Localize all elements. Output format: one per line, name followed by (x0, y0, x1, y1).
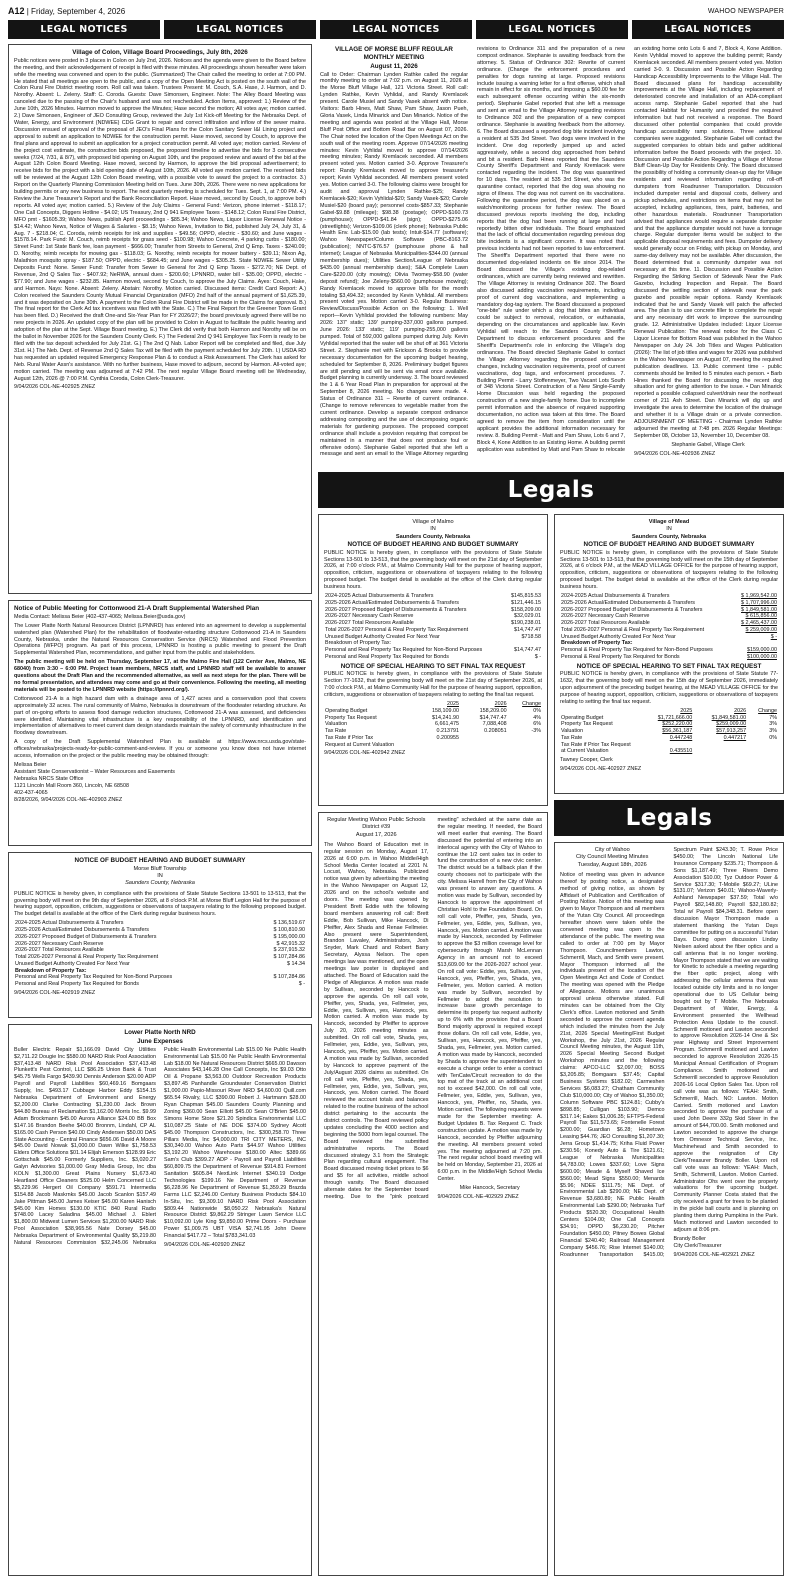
notice-footer: 9/04/2026 COL-NE-402919 ZNEZ (14, 989, 96, 996)
entity-name: Morse Bluff Township (133, 865, 187, 872)
row-value: $ 107,284.86 (273, 954, 305, 961)
row-value: $259,009.00 (716, 721, 747, 728)
notice-title: NOTICE OF BUDGET HEARING AND BUDGET SUMMARY (347, 540, 519, 548)
final-tax-title: NOTICE OF SPECIAL HEARING TO SET FINAL TAX REQUEST (340, 662, 526, 670)
row-label: 2026-2027 Proposed Budget of Disbursements & Transfers (15, 933, 157, 940)
tax-request-table (560, 708, 778, 755)
table-row (560, 607, 778, 614)
notice-title: Regular Meeting Wahoo Public Schools District #39 (327, 817, 426, 831)
table-row (324, 593, 542, 600)
notice-signature: Stephanie Gabel, Village Clerk (671, 441, 745, 448)
row-value: $ 42,915.32 (276, 940, 305, 947)
row-value: $14,747.47 (514, 626, 541, 633)
table-row (324, 627, 542, 634)
row-value: $1,849,581.00 (711, 714, 747, 721)
row-label: Operating Budget (561, 714, 604, 721)
entity-name: Village of Malmo (412, 519, 454, 525)
tax-request-table (324, 701, 542, 748)
notice-body: The Wahoo Board of Education met in regular session on Monday, August 17, 2026 at 6:00 p.m. in Wahoo Middle/High School Media Center located at 2201 N. Locust, Wahoo, Nebraska. Publicized notice was given by advertising the meeting in the Wahoo Newspaper on August 12, 2026 and on the school's website and doors. The meeting was opened by President Brett Eddie with the following board members answering roll call: Brett Eddie, Bob Sullivan, Mike Hancock, Di Pfeiffer, Alex Shada and Renae Fellmeier. Also present were Superintendent, Brandon Lavaley, Administrators, Josh Snyder, Mark Chard and Robert Barry Secretary, Alyssa Nelson. The open meetings law was mentioned, and the open meetings law poster is displayed and attached. The Board of Education said the Pledge of Allegiance. A motion was made by Sullivan, seconded by Hancock to approve the agenda. On roll call vote, Pfeiffer, yes, Shada, yes, Fellmeier, yes, Eddie, yes, Sullivan, yes, Hancock, yes. Motion carried. A motion was made by Hancock, seconded by Pfeiffer to approve July 20, 2026 meeting minutes as submitted. On roll call vote, Shada, yes, Fellmeier, yes, Eddie, yes, Sullivan, yes, Hancock, yes, Pfeiffer, yes. Motion carried. A motion was made by Sullivan, seconded by Hancock to approve payment of the July/August 2026 claims as submitted. On roll call vote, Pfeiffer, yes, Shada, yes, Fellmeier, yes, Eddie, yes, Sullivan, yes, Hancock, yes. Motion carried. The Board reviewed the account totals and balances related to the routine business of the school district pertaining to the accounts the district controls. The Board reviewed policy updates concluding the 4000 section and beginning the 5000 from legal counsel. The Board reviewed the submitted administrative reports. The Board discussed strategy 3.1 from the Strategic Plan regarding cultural engagement. The Board discussed moving ticket prices to $6 and $5 for all activities, middle school through varsity. The Board discussed alternate dates for the September board meeting. Due to the "pink postcard meeting" scheduled at the same date as the regular meeting. If needed, the Board will meet earlier that evening. The Board discussed the potential of entering into an interlocal agency with the City of Wahoo to continue the 1/2 cent sales tax in order to fund the construction of a new civic center. The district would be a fallback plan if the county chooses not to participate with the city. Melissa Harrell from the City of Wahoo was present to answer any questions. A motion was made by Sullivan, seconded by Hancock to approve the appointment of Christian Hohl to the Foundation Board. On roll call vote, Pfeiffer, yes, Shada, yes, Fellmeier, yes, Eddie, yes, Sullivan, yes, Hancock, yes. Motion carried. A motion was made by Hancock, seconded by Fellmeier to approve the $3 million coverage level for cybersecurity through Marsh McLennan Agency in an amount not to exceed $13,609.00 for the 2026-2027 school year. On roll call vote: Eddie, yes, Sullivan, yes, Hancock, yes, Pfeiffer, yes, Shada, yes, Fellmeier, yes. Motion carried. A motion was made by Sullivan, seconded by Fellmeier to adopt the resolution to increase base growth percentage to determine its property tax request authority up to 6% with the provision that a Board Bond majority approval is required except those dollars. On roll call vote, Eddie, yes, Sullivan, yes, Hancock, yes, Pfeiffer, yes, Shada, yes, Fellmeier, yes. Motion carried. A motion was made by Hancock, seconded by Shada to approve the superintendent to execute a change order to enter a contract with TenCate/Circuit recreation to do the top mat of the track at an additional cost not to exceed $42,000. On roll call vote, Fellmeier, yes, Eddie, yes, Sullivan, yes, Hancock, yes, Pfeiffer, no, Shada, yes. Motion carried. The following requests were made for the September meeting: A. Budget Updates B. Tax Request C. Track construction update. A motion was made by Hancock, seconded by Pfeiffer adjourning the meeting. All members present voted yes. The meeting adjourned at 7:20 pm. The next regular school board meeting will be held on Monday, September 21, 2026 at 6:00 p.m. in the Middle/High School Media Center. (324, 817, 542, 1201)
legals-banner: Legals (318, 472, 784, 508)
issue-date: | Friday, September 4, 2026 (26, 7, 126, 16)
row-value: $14,241.90 (432, 714, 459, 721)
column-header: 2026 (494, 701, 507, 708)
row-value: $100,000.00 (747, 653, 777, 660)
legal-notices-bar: LEGAL NOTICES (8, 20, 160, 39)
row-value: $ 615,856.00 (745, 613, 777, 620)
city-council-minutes-notice (554, 842, 784, 1576)
row-label: Tax Rate (561, 734, 583, 741)
row-label: 2026-2027 Necessary Cash Reserve (15, 940, 104, 947)
notice-paragraph: The public meeting will be held on Thursday, September 17, at the Malmo Fire Hall (122 Center Ave, Malmo, NE 68040) from 3:30 – 6:00 PM. Project team members, NRCS staff, and LPNNRD staff will be available to answer questions about the Draft Plan and the recommended alternative, as well as next steps for the plan. There will be no formal presentation, and attendees may come and go at their convenience. Following the meeting, all meeting materials will be posted to the LPNNRD website (https://lpnnrd.org/). (14, 659, 306, 693)
notice-body: Call to Order: Chairman Lynden Rathke called the regular monthly meeting to order at 7:02 p.m. on August 11, 2026 at the Morse Bluff Village Hall, 121 Victoria Street. Roll call: Lynden Rathke, Kevin Vyhlidal, and Randy Kremlacek present. Carole Musiel and Sandy Vasek absent with notice. Visitors: Barb Hines, Matt Shaw, Pam Shaw, Jason Pueh, Gloria Vasek, Linda Minarick and Dan Minarick. Notice of the meeting and agenda was posted at the Village Hall, Morse Bluff Post Office and Bottom Road Bar on August 07, 2026. The Chair noted the location of the Open Meetings Act on the south wall of the meeting room. Approve 07/14/2026 meeting minutes: Kevin Vyhlidal moved to approve 07/14/2026 meeting minutes; Randy Kremlacek seconded. All members present voted yes. Motion carried 3-0. Approve Treasurer's report: Randy Kremlacek moved to approve treasurer's report; Kevin Vyhlidal seconded. All members present voted yes. Motion carried 3-0. The following claims were brought for audit and approval Lynden Rathke-$25; Randy Kremlacek-$20; Kevin Vyhlidal-$20; Sandy Vasek-$20; Carole Musiel-$20 (board pay); personnel costs-$857.33; Stephanie Gabel-$9.88 (mileage); $98.38 (postage); OPPD-$160.73 (pumphouse); OPPD-$41.84 (sign); OPPD-$275.06 (streetlights); Verizon-$109.06 (clerk phone); Nebraska Public Health Env. Lab-$15.00 (lab tests); Intuit-$14.77 (software); Wahoo Newspaper/Column Software (PBC-8163.72 (publication); NNTC-$76.57 (pumphouse phone & hall internet); League of Nebraska Municipalities-$344.00 (annual membership dues); Utilities Section/League of Nebraska $435.00 (annual membership dues); S&A Complete Lawn Care-$220.00 (city mowing); Olivia Twomey-$58.90 (water deposit refund); Joe Zeleny-$560.00 (pumphouse mowing); Randy Kremlacek moved to approve bills for the month totaling $3,494.32; seconded by Kevin Vyhlidal. All members present voted yes. Motion carried 3-0. Regular Business: Review/Discuss/Possible Action on the following: 1. Well report—Kevin Vyhlidal provided the following numbers: May 2026: 137' static; 139' pumping-337,000 gallons pumped. June 2026: 133' static; 119' pumping-255,000 gallons pumped. Total of 592,000 gallons pumped during July. Kevin Vyhlidal reported that the water will be shut off at 361 Victoria Street. 2. Stephanie met with Erickson & Brooks to provide necessary documentation for the upcoming budget hearing, scheduled for September 8, 2026. Preliminary budget figures are still pending and will be sent via email once available. Budget planning is currently underway. 3. The board reviewed the 1 & 6 Year Road Plan in preparation for approval at the September 8, 2026 meeting. No changes were made. 4. Status of Ordinance 311 – Rewrite of current ordinance. (Change to remove references to vegetable matter from the current ordinance. Develop a separate compost ordinance addressing composting and the use of decomposing organic materials for gardening purposes. The proposed compost ordinance shall include a provision requiring that compost be maintained in a manner that does not produce foul or offensive odors). Stephanie Gabel reported that she left a message and sent an email to the Village Attorney regarding revisions to Ordinance 311 and the preparation of a new compost ordinance. Stephanie is awaiting feedback from the attorney. 5. Status of Ordinance 302: Rewrite of current ordinance. (Change the enforcement procedures and penalties for dogs running at large. Proposed revisions include issuing a warning letter for a first offense, which shall remain in effect for six months, and imposing a $60.00 fee for each subsequent offense occurring within the six-month period). Stephanie Gabel reported that she left a message and sent an email to the Village Attorney regarding revisions to Ordinance 302 and the preparation of a new compost ordinance. Stephanie is awaiting feedback from the attorney. 6. The Board discussed a reported dog bite incident involving a resident at 535 3rd Street. Two dogs were involved in the incident. One dog reportedly jumped up and acted aggressively, while a second dog approached from behind and bit a resident. Barb Hines reported that the Saunders County Sheriff's Department and Randy Kremlacek were contacted regarding the incident. The dog was quarantined for 10 days. The resident at 535 3rd Street, who was the quarantine contact, reported that the dog was showing no signs of illness. The dog was not current on its vaccinations. Following the quarantine period, the dog was placed on a watch/monitoring process for further review. The Board discussed previous reports involving the dog, including reports that the dog had been running at large and had reportedly bitten other individuals. The Board emphasized that the lack of official documentation regarding previous dog bite incidents is a significant concern. It was noted that previous incidents had not been reported to law enforcement. The Sheriff's Department reported that there were no documented dog-related incidents on file since 2014. The Board discussed the Village's existing dog-related ordinances, which are currently being reviewed and rewritten. The Village Attorney is revising Ordinance 302. The Board also discussed adding vaccination requirements, including proof of current dog vaccinations, and implementing a mandatory dog-tag system. The Board discussed a proposed "one-bite" rule under which a dog that bites an individual could be subject to removal, relocation, or euthanasia, depending on the circumstances and applicable law. Kevin Vyhlidal will reach to the Saunders County Sheriff's Department to discuss enforcement procedures and the Sheriff's Department's role in enforcing the Village's dog ordinances. The Board directed Stephanie Gabel to contact the Village Attorney regarding the proposed ordinance changes, including vaccination requirements, proof of current vaccinations, dog tags, and enforcement procedures. 7. Building Permit - Larry Stoffenmeyer, Two Vacant Lots South of 348 Victoria Street. Construction of a New Single-Family Home Discussion was held regarding the proposed construction of a new single-family home. Due to incomplete permit information and the absence of required supporting documentation, no action was taken at this time. The Board agreed to remove the item from consideration until the applicant provides the additional information necessary for review. 8. Building Permit - Matt and Pam Shaw, Lots 6 and 7, Block 4, Kone Addition to an Existing Home. A building permit application was submitted by Matt and Pam Shaw to relocate an existing home onto Lots 6 and 7, Block 4, Kone Addition. Kevin Vyhlidal moved to approve the building permit; Randy Kremlacek seconded. All members present voted yes. Motion carried 3-0. 9. Discussion and Possible Action Regarding Handicap Accessibility Improvements to the Village Hall. The Board discussed plans for handicap accessibility improvements at the Village Hall, including replacement of deteriorated concrete and installation of an ADA-compliant access ramp. Stephanie Gabel reported that she had contacted Habitat for Humanity and provided the required information but had not received a response. The Board discussed other potential companies that could provide handicap accessibility ramp solutions. Three additional companies were suggested. Stephanie Gabel will contact the suggested companies to obtain bids and gather additional information before the Board proceeds with the project. 10. Discussion and Possible Action Regarding a Village of Morse Bluff Clean-Up Day for Residents Only. The Board discussed the possibility of holding a community clean-up day for Village residents and reviewed information regarding roll-off dumpsters from Roadrunner Transportation. Discussion included dumpster rental and disposal costs, delivery and pickup schedules, and restrictions on items that may not be accepted, including appliances, tires, paint, batteries, and other hazardous materials. Roadrunner Transportation advised that appliances would require a separate dumpster and that the appliance dumpster would not have a tonnage charge. Regular dumpster items would be subject to the applicable disposal requirements and fees. Dumpster delivery would generally occur on Friday, with pickup on Monday, and same-day delivery may not be available. After discussion, the Board determined that a community dumpster was not necessary at this time. 11. Discussion and Possible Action Regarding the Striking Section of Sidewalk Near the Park Gazebo, Including Inspection and Repair. The Board discussed the settling section of sidewalk near the park gazebo and possible repair options. Randy Kremlacek indicated that he and Sandy Vasek will patch the affected area. The plan is to use concrete filler to complete the repair and any necessary dirt work to improve the surrounding grade. 12. Administrative Updates included: Liquor License Renewal Publication: The renewal notice for the Class C Liquor License for Bottom Road was published in the Wahoo Newspaper on July 24. Job Titles and Wages Publication (2026): The list of job titles and wages for 2026 was published in the Wahoo Newspaper on August 07, meeting the required publication deadlines. 13. Public comment time - public comments should be limited to 5 minutes each person. • Barb Hines thanked the Board for discussing the recent dog situation and for giving attention to the issue. • Dan Minarick reported a possible collapsed culvert/drain near the northeast corner of 211 Ash Street. Dan Minarick will dig up and investigate the area to determine the location of the drainage and whether it is a Village drain or a private connection. ADJOURNMENT OF MEETING - Chairman Lynden Rathke adjourned the meeting at 7:48 pm. 2026 Regular Meetings: September 08, October 13, November 10, December 08. (320, 46, 782, 458)
row-value: 7,088,408 (482, 721, 507, 728)
row-value: $ 100,810.90 (273, 927, 305, 934)
notice-date: August 11, 2026 (370, 62, 418, 70)
budget-summary-table (560, 593, 778, 661)
row-label: 2024-2025 Actual Disbursements & Transfers (325, 593, 434, 600)
row-value: $ 2,465,437.00 (741, 620, 777, 627)
row-label: Personal & Real Property Tax Required for Non-Bond Purposes (561, 647, 713, 654)
lpnnrd-expenses-notice (8, 1024, 312, 1576)
row-label: Personal and Real Property Tax Required for Bonds (15, 981, 139, 988)
column-header: Change (758, 707, 777, 714)
column-header: Change (522, 701, 541, 708)
table-row (14, 947, 306, 954)
row-label: Valuation (325, 721, 348, 728)
legal-notices-bar: LEGAL NOTICES (476, 20, 628, 39)
table-row (324, 613, 542, 620)
row-value: 0.200955 (436, 734, 459, 741)
row-value: $158,209.00 (511, 606, 541, 613)
row-value: $ 14.34 (287, 960, 305, 967)
notice-footer: 8/28/2026, 9/04/2026 COL-NE-402903 ZNEZ (14, 796, 123, 803)
notice-paragraph: A copy of the Draft Supplemental Watershed Plan is available at https://www.nrcs.usda.gov/state-offices/nebraska/projects-ready-for-public-comment-and-review. If you or someone you know does not have internet access, information on the project or the public meeting may be obtained through: (14, 739, 306, 760)
row-value: $ 1,849,581.00 (741, 606, 777, 613)
table-row (560, 627, 778, 634)
masthead (8, 4, 784, 18)
row-label: 2026-2027 Proposed Budget of Disbursements & Transfers (325, 606, 467, 613)
notice-date: Tuesday, August 18th, 2026 (577, 861, 647, 868)
row-label: Breakdown of Property Tax: (561, 640, 633, 647)
row-label: Total 2026-2027 Personal & Real Property Tax Requirement (15, 954, 159, 961)
table-row (324, 640, 542, 647)
row-value: 0.208051 (484, 728, 507, 735)
cottonwood-watershed-notice (8, 600, 312, 846)
row-label: 2026-2027 Necessary Cash Reserve (325, 613, 414, 620)
row-value: $718.58 (521, 633, 541, 640)
row-value: $252,220.00 (662, 721, 693, 728)
notice-title: Lower Platte North NRD (124, 1029, 196, 1036)
row-value: 0.435510 (669, 748, 693, 755)
notice-footer: 9/04/2026 COL-NE-402936 ZNEZ (634, 450, 716, 457)
notice-footer: 9/04/2026 COL-NE-402921 ZNEZ (673, 1251, 755, 1258)
table-row (560, 593, 778, 600)
legals-banner: Legals (554, 800, 784, 836)
notice-footer: 9/04/2026 COL-NE-402920 ZNEZ (164, 1242, 246, 1249)
notice-signature-title: City Clerk/Treasurer (673, 1242, 722, 1249)
table-header-row (560, 708, 778, 715)
table-row (324, 607, 542, 614)
row-value: 6,661,475 (435, 721, 459, 728)
row-label: at Current Valuation (561, 748, 609, 755)
notice-footer: 9/04/2026 COL-NE-402929 ZNEZ (437, 1193, 519, 1200)
table-row (560, 654, 778, 661)
entity-name: City of Wahoo (594, 847, 630, 853)
row-value: $57,913,257 (716, 728, 747, 735)
row-label: Total 2026-2027 Personal & Real Property Tax Requirement (561, 626, 705, 633)
table-row (560, 634, 778, 641)
row-value: 0% (533, 707, 541, 714)
notice-signature: Mike Hancock, Secretary (459, 1185, 520, 1192)
row-label: 2026-2027 Total Resources Available (561, 620, 650, 627)
row-label: Breakdown of Property Tax: (325, 640, 392, 647)
contact-address (14, 762, 306, 797)
row-value: $190,238.01 (511, 620, 541, 627)
notice-title: Village of Colon, Village Board Proceedings, July 8th, 2026 (72, 49, 248, 56)
table-row (560, 600, 778, 607)
row-value: $ 195,000.00 (273, 933, 305, 940)
address-line: Assistant State Conservationist – Water Resources and Easements (14, 768, 175, 775)
notice-body: Notice of meeting was given in advance thereof by posting notice, a designated method of giving notice, as shown by Affidavit of Publication and Certification of Posting Notice. Notice of this meeting was given to Mayor Thompson and all members of the Yutan City Council. All proceedings hereafter shown were taken while the convened meeting was open to the attendance of the public. The meeting was called to order at 7:00 pm by Mayor Thompson. Councilmembers Lawton, Schmerrill, Mach, and Smith were present. Mayor Thompson informed all the individuals present of the location of the Open Meetings Act and Code of Conduct. The meeting was opened with the Pledge of Allegiance. Motions are unanimous approval unless otherwise stated. Full minutes can be obtained from the City Clerk's office. Lawton motioned and Smith seconded to approve the consent agenda which included the minutes from the July 21st, 2026 Special Meeting/First Budget Workshop, the July 21st, 2026 Regular Council Meeting minutes, the August 11th, 2026 Special Meeting Second Budget Workshop minutes and the following claims: APCO-LLC $2,097.00; BOSS $3,205.85; Bomgaars $37.45; Capital Business Systems $182.02; Carmeshen Services $6,083.27; Chatham Community Club $10,000.00; City of Wahoo $1,350.00; Column Software PBC $124.81; Cubby's $898.85; Culligan $103.90; Demco $317.14; Eakes $1,006.35; EFTPS-Federal Payroll Tax $11,573.65; Fontenelle Forest $200.00; Guardian $6.28; Hometown Leasing $44.76; JEO Consulting $1,207.30; Jerra Group $1,414.75; Kriha Fluid Power $230.56; Konedy Auto & Tire $121.61; League of Nebraska Municipalities $4,783.00; Lowes $337.60; Love Signs $600.00; Meade & Myself Shaved Ice $560.00; Mead Signs $550.00; Menards $5.96; NDEE $111.75; NE Dept. of Environmental Lab $290.00; NE Dept. of Revenue $3,680.89; NE Public Health Environmental Lab $290.00; Nebraska Turf Products $520.30; Occupational Health Centers $104.00; One Call Concepts $34.91; OPPD $6,230.20; Pitcher Foundation $450.00; Pitney Bowes Global Financial $240.40; Railroad Management Company $456.76; Rise Internet $140.00; Roadrunner Transportation $415.00; Spectrum Paint $243.30; T. Rowe Price $450.00; The Lincoln National Life Insurance Company $235.71; Thompson & Sons $1,187.49; Three Rivers Demo Association $10.00; Tyz Outdoor Power & Service $317.30; T-Mobile $69.27; ULine $131.07; Verizon $40.01; Wahoo-Waverly-Ashland Newspaper $37.59; Total w/o Payroll $82,148.80; Payroll $32,180.82; Total w/ Payroll $84,348.31. Before open discussion Mayor Thompson made a statement thanking the Yutan Days committee for putting on a successful Yutan Days. During open discussion Lindsy Nielsen asked about the fiber optics and a call antenna that is no longer working. Mayor Thompson stated that we are waiting for Kinetic to schedule a meeting regarding the fiber optic project, along with addressing the cellular antenna that was located outside city limits and is no longer operational due to US Cellular being bought out by T Mobile. The Nebraska Department of Water, Energy, & Environment presented the Wellhead Protection Area Update to the council. Schmerrill motioned and Lawton seconded to approve Resolution 2026-14 One & Six year Highway and Street Improvement Program. Schmerrill motioned and Lawton seconded to approve Resolution 2026-15 Municipal Annual Certification of Program Compliance. Smith motioned and Schmerrill seconded to approve Resolution 2026-16 Local Option Sales Tax. Upon roll call vote was as follows: YEAH: Smith, Schmerrill, Mach. NO: Lawton. Motion Carried. Smith motioned and Lawton seconded to approve the purchase of a used John Deere 332g Skid Steer in the amount of $44,700.00. Smith motioned and Lawton seconded to approve the change from Omnesor Technical Service, Inc. Machinehead and Smith seconded to approve the resignation of City Clerk/Treasurer Brandy Boller. Upon roll call vote was as follows: YEAH: Mach, Smith, Schmerrill, Lawton. Motion Carried. Administrator Ohs went over the property valuations for the upcoming budget. Community Planner Costa stated that the city received a grant for trees to be planted in the pickle ball courts and is planning on planting them during Pumpkins in the Park. Mach motioned and Lawton seconded to adjourn at 8:06 pm. (560, 847, 778, 1258)
table-row (560, 742, 778, 749)
row-label: 2025-2026 Actual/Estimated Disbursements & Transfers (15, 927, 149, 934)
row-value: $ - (534, 653, 541, 660)
row-label: 2026-2027 Total Resources Available (15, 947, 104, 954)
row-value: $ 107,284.86 (273, 974, 305, 981)
table-row (324, 742, 542, 749)
row-label: Personal and Real Property Tax Required for Non-Bond Purposes (325, 647, 483, 654)
table-row (14, 954, 306, 961)
table-row (324, 620, 542, 627)
mead-budget-notice (554, 514, 784, 794)
table-row (324, 634, 542, 641)
budget-summary-table (324, 593, 542, 661)
legal-notices-bar: LEGAL NOTICES (320, 20, 472, 39)
table-row (324, 735, 542, 742)
row-value: 6% (533, 721, 541, 728)
row-label: Personal & Real Property Tax Required for Bonds (561, 653, 680, 660)
notice-subtitle: City Council Meeting Minutes (576, 854, 649, 861)
row-value: $56,361,187 (662, 728, 693, 735)
row-value: 158,209.00 (479, 707, 507, 714)
row-value: $ 1,969,542.00 (741, 593, 777, 600)
budget-summary-table (14, 920, 306, 988)
row-label: 2025-2026 Actual/Estimated Disbursements & Transfers (561, 599, 695, 606)
table-row (14, 934, 306, 941)
table-row (560, 640, 778, 647)
table-row (14, 974, 306, 981)
table-row (560, 715, 778, 722)
row-value: -3% (531, 728, 541, 735)
entity-county: Saunders County, Nebraska (125, 880, 195, 887)
notice-paragraph: The Lower Platte North Natural Resources District (LPNNRD) has entered into an agreement to develop a supplemental watershed plan (Watershed Plan) for the rehabilitation of floodwater-retarding structure Cottonwood 21-A in Saunders County, Nebraska, under the Natural Resources Conservation Service (NRCS) Watershed and Flood Prevention Operations (WFPO) program. As part of this process, LPNNRD is hosting a public meeting to present the Draft Supplemental Watershed Plan, recommendations, and gather input from the public and stakeholders. (14, 622, 306, 657)
row-label: 2026-2027 Total Resources Available (325, 620, 414, 627)
table-row (324, 647, 542, 654)
table-row (560, 613, 778, 620)
table-row (324, 654, 542, 661)
table-row (324, 600, 542, 607)
row-label: Unused Budget Authority Created For Next Year (325, 633, 440, 640)
row-label: Personal and Real Property Tax Required for Non-Bond Purposes (15, 974, 173, 981)
row-label: 2024-2025 Actual Disbursements & Transfers (15, 920, 124, 927)
row-label: 2024-2025 Actual Disbursements & Transfers (561, 593, 670, 600)
row-value: $ - (770, 633, 777, 640)
row-label: Tax Rate if Prior Tax Request (561, 741, 631, 748)
row-value: $ 1,707,996.00 (741, 599, 777, 606)
column-header (560, 708, 639, 715)
row-label: Request at Current Valuation (325, 741, 395, 748)
page-number: A12 (8, 6, 25, 16)
morse-bluff-minutes-notice (318, 44, 784, 466)
row-value: $ - (298, 981, 305, 988)
row-label: Unused Budget Authority Created For Next Year (561, 633, 676, 640)
table-header-row (324, 701, 542, 708)
colon-minutes-notice (8, 44, 312, 594)
notice-footer: 9/04/2026 COL-NE-402925 ZNEZ (14, 384, 96, 391)
notice-signature: Brandy Boller (673, 1235, 706, 1242)
table-row (560, 721, 778, 728)
table-row (324, 728, 542, 735)
row-label: Personal and Real Property Tax Required for Bonds (325, 653, 449, 660)
legal-notices-bar: LEGAL NOTICES (632, 20, 784, 39)
column-header (324, 701, 412, 708)
row-label: Total 2026-2027 Personal & Real Property Tax Requirement (325, 626, 469, 633)
notice-paragraph: Cottonwood 21-A is a high hazard dam with a drainage area of 1,427 acres and a conservation pool that covers approximately 32 acres. The rural community of Malmo, Nebraska is downstream of the floodwater retarding structure. As part of on-going efforts to assess flood damage reduction structures, Cottonwood 21-A was assessed, and deficiencies were identified. Maintaining vital infrastructure is a key responsibility of the LPNNRD, and identification and implementation of alternatives to meet current dam design standards maintain the safety of community infrastructure in the floodway downstream. (14, 695, 306, 737)
morse-bluff-township-budget-notice (8, 852, 312, 1018)
row-label: Unused Budget Authority Created For Next Year (15, 960, 130, 967)
table-row (14, 961, 306, 968)
notice-footer: 9/04/2026 COL-NE-402927 ZNEZ (560, 766, 642, 773)
row-value: $ 237,915.32 (273, 947, 305, 954)
row-value: 0% (769, 734, 777, 741)
row-label: 2026-2027 Necessary Cash Reserve (561, 613, 650, 620)
row-value: $159,000.00 (747, 647, 777, 654)
publication-name: WAHOO NEWSPAPER (707, 7, 784, 15)
table-row (560, 728, 778, 735)
row-value: 0.447217 (723, 734, 747, 741)
row-label: Operating Budget (325, 707, 368, 714)
notice-body: PUBLIC NOTICE is hereby given, in compliance with the provisions of State Statute Sections 13-501 to 13-513, that the governing body will meet on the 21st day of September 2026, at 7:00 o'clock P.M., at Malmo Community Hall for the purpose of hearing support, opposition, criticism, suggestions or observations of taxpayers relating to the following proposed budget. The budget detail is available at the office of the Clerk during regular business hours. (324, 549, 542, 591)
entity-in: IN (430, 526, 436, 533)
row-value: 0.213791 (436, 728, 459, 735)
row-value: 3% (769, 728, 777, 735)
final-tax-title: NOTICE OF SPECIAL HEARING TO SET FINAL TAX REQUEST (576, 662, 762, 670)
wahoo-schools-minutes-notice (318, 812, 548, 1576)
table-row (14, 941, 306, 948)
notice-body: Buller Electric Repair $1,166.09 David City Utilities $2,711.22 Dougie Inc $580.00 NARD Risk Pool Association $37,413.48 NARD Risk Pool Association $37,413.48 Plunkett's Pest Control, LLC $86.25 Union Bank & Trust $45.75 Wells Fargo $439.90 Dennis Anderson $20.00 ADP Payroll and Payroll Liabilities $60,469.16 Bomgaars Supply, Inc. $493.17 Cubbage Harbor Eddy $154.15 Nebraska Department of Environment and Energy $2,200.00 Clarke Contracting $1,230.00 Jack Brown $44.80 Bureau of Reclamation $1,162.00 Morris Inc. $9.99 Adam Brockmann $45.00 Aurora Alliance $24.00 BB Box $147.16 Brandon Beehe $40.00 Bronnm, Lindahl, CP AL $165.00 Cash Person $40.00 Cindy Andersen $50.00 DAS State Accounting - Central Finance $656.06 David A Moore $45.00 David Nowak $1,000.00 Dawn Wilke $1,758.53 Elders Office Solutions $01.14 Elijah Emerson $128.99 Eric Gottschalk $45.00 Formerly Suppliers, Inc. $3,020.27 Galyn Advisories $1,000.00 Gray Media Group, Inc dba KOLN $1,300.00 Great Plains Nursery $1,673.40 Heartland Office Cleaners $525.00 Helm Concerned LLC $5,229.96 Hergert Oil Company $591.71 Intermedia $154.88 Jacob Maskrnks $45.00 Jacob Scanlon $157.49 Jake Pittman $45.00 James Keiser $45.00 Karen Hanisch $45.00 Kim Homes $130.00 KTIC 840 Rural Radio $748.00 Lacey Saladina $45.00 Michael J. Eblert $1,800.00 Midwest Lumen Services $1,200.00 NARD Risk Pool Association $38,965.56 Nate Dorsey $45.00 Nebraska Department of Environmental Quality $5,219.80 Natural Resources Commission $32,245.06 Nebraska Public Health Environmental Lab $15.00 Ne Public Health Environmental Lab $15.00 Ne Public Health Environmental Lab $18.00 Ne Natural Resources District $665.00 Dawson Associates $43,146.28 One Call Concepts, Inc $9.03 Otto Oil & Propane $3,563.00 Outdoor Recreation Products $3,897.45 Panhandle Groundwater Conservation District $1,000.00 Papio-Missouri River NRD $4,600.00 Quill.com $65.54 Rivalry, LLC $390.00 Robert J. Hartmann $28.00 Ryan Chapman $45.00 Saunders County Planning and Zoning $360.00 Sean Elliott $45.00 Sean O'Brien $45.00 Simons Home Store $21.20 Spindica Environmental LLC $10,087.25 State of NE DOE $374.00 Sydney Alcott $45.00 Thompson Constructors, Inc. $300,258.70 Three Pillars Media, Inc $4,000.00 TRI CITY METERS, INC $30,340.00 Wahoo Auto Parts $44.97 Wahoo Utilities $3,192.20 Wahoo Warehouse $180.00 Altec $389.66 Sam's Club $399.27 ADP - Payroll and Payroll Liabilities $60,809.75 the Department of Revenue $914.81 Fremont Sanitation $605.84 NextLink Internet $340.19 Dodge Technologies $199.16 Ne Department of Revenue $6,228.96 Ne Department of Revenue $1,359.29 Brazda Farms LLC $2,246.00 Century Business Products $84.10 In-Situ, Inc. $9,309.10 NARD Risk Pool Association $809.44 Nationwide $8,050.22 Nebraska's Natural Resource District $9,862.29 Stringer Lawn Service LLC $10,092.00 Lyle King $9,850.00 Prime Doors - Purchase Power $1,009.75 UBT VISA $2,741.95 John Deere Financial $417.72 – Total $783,341.03 (14, 1046, 306, 1247)
entity-name: Village of Mead (648, 519, 690, 525)
notice-body: PUBLIC NOTICE is hereby given, in compliance with the provisions of State Statute Sections 13-501 to 13-513, that the governing body will meet on the 15th day of September 2026, at 6 o'clock P.M., at the MEAD VILLAGE OFFICE for the purpose of hearing support, opposition, criticism, suggestions or observations of taxpayers relating to the following proposed budget. The budget detail is available at the office of the Clerk during regular business hours. (560, 549, 778, 591)
row-label: Tax Rate (325, 728, 347, 735)
table-row (324, 708, 542, 715)
entity-county: Saunders County, Nebraska (631, 533, 707, 540)
notice-body: Public notices were posted in 3 places in Colon on July 2nd, 2026. Notices and the agenda were given to the Board before the meeting, and their acknowledgement of receipt is filed with these minutes. All proceedings shown hereafter were taken while the meeting was convened and open to the public. (Summarized) The Chair called the meeting to order at 7:00 PM. He stated that all meetings are open to the public, and a copy of the Open Meeting Act is posted on the south wall of the Colon Rural Fire District meeting room. Roll call was taken. Trustees Present: M. Couch, S.A. Hase, J. Harmon, and D. Norothy. Absent: L. Zeleny. Staff: C. Coroda. Guests: Dave Simonsen, Engineer. Note: The Alley Board Meeting was canceled due to the passing of the Chair's husband and was not rescheduled. Action Items, approved: 1.) Review of the June 10th, 2026 Minutes. Harmon moved to approve the Minutes; Hase second the motion; All votes aye; motion carried. 2.) Dave Simonsen, Engineer of JEO Consulting Group, reviewed the July 1st Kick-off Meeting for the Nebraska Dept. of Water, Energy, and Environment (NDWEE) CDG Grant to repair and correct infiltration and inflow of the sewer mains. Discussion ensued of approval of the proposal of JEO's Final Plans for the Colon Sanitary Sewer I&I Lining project and approval to submit an application to NDWEE for the construction permit. Hase moved, second by Couch, to approve the final plans and approval to submit an application for a project construction permit. All voted aye; motion carried. Review of the project cost estimate, the construction bids proposed, the proposed timeline to advertise the bids for 3 consecutive weeks (7/24, 7/31, & 8/7), with proposed bid opening on August 10th, and the proposed review and award of the bid at the August 12th Colon Board Meeting. Hase moved, second by Harmon, to approve the bid proposal advertisement; to receive bids for the project with a bid opening date of August 10th, 2026. All voted aye motion carried. The received bids will be reviewed at the August 12th Colon Board meeting, with a possible vote to award the project to a contractor. 3.) Report on the Quarterly Planning Commission Meeting held on Tues. June 30th, 2026. There were no new applications for building permits or any new business to report. The next quarterly meeting is scheduled for Tues. Sept. 1, at 7:00 PM. 4.) Review the June Treasurer's Report and the Bank Reconciliation Report. Hase moved, second by Couch, to approve both reports. All voted aye; motion carried. 5.) Review of the July Claims - General Fund: Verizon, phone internet - $118.17; One Call Concepts, Diggers Hotline - $4.02; US Treasury, 2nd Q 941 Employee Taxes - $148.12; Colon Rural Fire District, MFO pmt - $1605.39; Wahoo News, publish April proceedings - $85.34; Wahoo News, Liquor License Renewal Notice - $14.42; Wahoo News, Notice of Wages & Salaries - $8.15; Wahoo News, Invitation to Bid, published July 24, July 31, & Aug. 7 - $218.04; C. Coroda, reimb receipts for ink and supplies - $49.56; OPPD, electric - $30.60; and June wages - $1578.14. Park Fund: M. Couch, reimb receipts for grass seed - $100.98; Wahoo Concrete, 4 parking curbs - $180.00; Street Fund: 1st State Bank fee, loan payment - $666.00; Transfer from Streets to General, 2nd Q Emp. Taxes - $240.09; D. Norothy, reimb receipts for mowing gas - $118.03; G. Norothy, reimb receipts for mower battery - $39.11; Nixon Ag, Malathion mosquito spray - $187.50; OPPD, electric - $684.45; and June wages - $305.25. State NDWEE Sewer Utility Deposits Fund: None. Sewer Fund: Transfer from Sewer to General for 2nd Q Emp Taxes - $272.70; NE Dept. of Revenue, 2nd Q Sales Tax - $407.92; NeRWA, annual dues - $200.60; LPNNRD, water bill - $35.00; OPPD, electric - $77.90; and June wages - $232.85. Harmon moved, second by Couch, to approve the July Claims. Ayes: Couch, Hake, and Harmon. Nays: None. Absent: Zeleny. Abstain: Norothy. Motion carried. Discussed items: Credit Card Report: A.) Colon received the Saunders County Mutual Financial Organization (MFO) 2nd half of the annual payment of $1,625.39, and it was deposited on June 30th. A payment to the Colon Rural Fire District will be made in the Claims for approval. B.) The final report for the Clerk Ad tax incentives was filed with the State. C.) The Final Report for the Greener Town Grant has been filed. D.) Received the draft One-and Six-Year Plan for FY 2026/27; the board previously agreed there will be no new projects in 2026. An updated copy of the plan will be provided to Colon in August to facilitate the public hearing and adoption of the plan at the Sept. Village Board meeting. E.) The Clerk did verify that both Harmon and Norothy will be on the ballot in November 2026 for the Saunders County Clerk. F.) The Federal 2nd Q 941 Employee Tax Form is ready to be filed with the tax deposit scheduled for July 21st. G.) The 2nd Q Nab. Labor Report will be completed and filed, due July 31st. H.) The Neb. Dept. of Revenue 2nd Q Sales Tax will be filed with the payment scheduled for July 20th. I.) USDA RD has requested an updated required Emergency Response Plan & to conduct a Risk Assessment. The Clerk has asked for Neb. Rural Water Assn's assistance. With no further business, Hase moved to adjourn, second by Harmon. All-voted aye; motion carried. The meeting was adjourned at 7:42 PM. The next regular Village Board meeting will be Wednesday, August 12th, 2026 @ 7:00 P.M. Cynthia Coroda, Colon Clerk-Treasurer. (14, 57, 306, 382)
row-label: Property Tax Request (325, 714, 377, 721)
row-label: Valuation (561, 728, 584, 735)
notice-body: PUBLIC NOTICE is hereby given, in compliance with the provisions of State Statute Sections 13-501 to 13-513, that the governing body will meet on the 9th day of September 2026, at 8 o'clock P.M. at Morse Bluff Legion Hall for the purpose of hearing support, opposition, criticism, suggestions or observations of taxpayers relating to the following proposed budget. The budget detail is available at the office of the Clerk during regular business hours. (14, 890, 306, 918)
table-row (560, 647, 778, 654)
table-row (14, 927, 306, 934)
table-row (560, 748, 778, 755)
row-label: 2026-2027 Proposed Budget of Disbursements & Transfers (561, 606, 703, 613)
row-value: 0.447248 (669, 734, 693, 741)
row-value: $ 136,519.67 (273, 920, 305, 927)
table-row (14, 968, 306, 975)
notice-title: VILLAGE OF MORSE BLUFF REGULAR MONTHLY MEETING (335, 46, 453, 61)
address-line: 402-437-4065 (14, 789, 48, 796)
final-tax-body: PUBLIC NOTICE is hereby given, in compliance with the provisions of State Statute 77-1632, that the governing body will meet on the 15th day of September 2026, immediately upon adjournment of the preceding budget hearing, at the MEAD VILLAGE OFFICE for the purpose of hearing support, opposition, criticism, suggestions or observations of taxpayers relating to setting the final tax request. (560, 671, 778, 706)
notice-title: NOTICE OF BUDGET HEARING AND BUDGET SUMMARY (74, 857, 246, 864)
row-value: $121,446.15 (511, 599, 541, 606)
row-label: Property Tax Request (561, 721, 613, 728)
row-value: $14,747.47 (514, 647, 541, 654)
row-value: $ 259,009.00 (745, 626, 777, 633)
notice-footer: 9/04/2026 COL-NE-402942 ZNEZ (324, 750, 406, 757)
table-row (14, 920, 306, 927)
row-value: $14,747.47 (479, 714, 507, 721)
notice-title: NOTICE OF BUDGET HEARING AND BUDGET SUMMARY (583, 540, 755, 548)
row-label: Tax Rate if Prior Tax (325, 734, 374, 741)
table-row (560, 735, 778, 742)
media-contact: Media Contact: Melissa Beier (402-437-4065; Melissa.Beier@usda.gov) (14, 613, 186, 620)
column-header: 2025 (680, 707, 693, 714)
legal-notices-header-row (8, 20, 784, 39)
table-row (324, 721, 542, 728)
table-row (14, 981, 306, 988)
table-row (560, 620, 778, 627)
row-value: 158,109.00 (432, 707, 459, 714)
legal-notices-bar: LEGAL NOTICES (164, 20, 316, 39)
table-row (324, 715, 542, 722)
row-value: $145,815.53 (511, 593, 541, 600)
address-line: Nebraska NRCS State Office (14, 775, 84, 782)
notice-title: Notice of Public Meeting for Cottonwood 21-A Draft Supplemental Watershed Plan (14, 605, 260, 612)
column-header: 2025 (447, 701, 459, 708)
column-header: 2026 (734, 707, 747, 714)
address-line: Melissa Beier (14, 761, 47, 768)
entity-county: Saunders County, Nebraska (395, 533, 471, 540)
row-value: $1,721,666.00 (657, 714, 693, 721)
notice-date: August 17, 2026 (355, 831, 397, 838)
row-value: 7% (769, 714, 777, 721)
notice-signature: Tawney Cooper, Clerk (560, 757, 613, 764)
final-tax-body: PUBLIC NOTICE is hereby given, in compliance with the provisions of State Statute Section 77-1632, that the governing body will meet on the 21st day of September 2026, at 7:00 o'clock P.M., at Malmo Community Hall for the purpose of hearing support, opposition, criticism, suggestions or observation of taxpayers relating to setting the final tax request. (324, 671, 542, 699)
address-line: 1121 Lincoln Mall Room 360, Lincoln, NE 68508 (14, 782, 129, 789)
row-label: 2025-2026 Actual/Estimated Disbursements & Transfers (325, 599, 459, 606)
row-value: 3% (769, 721, 777, 728)
notice-subtitle: June Expenses (137, 1037, 183, 1045)
entity-in: IN (666, 526, 672, 533)
row-value: $32,029.01 (514, 613, 541, 620)
row-label: Breakdown of Property Tax: (15, 967, 87, 974)
row-value: 4% (533, 714, 541, 721)
malmo-budget-notice (318, 514, 548, 806)
entity-in: IN (157, 873, 163, 880)
